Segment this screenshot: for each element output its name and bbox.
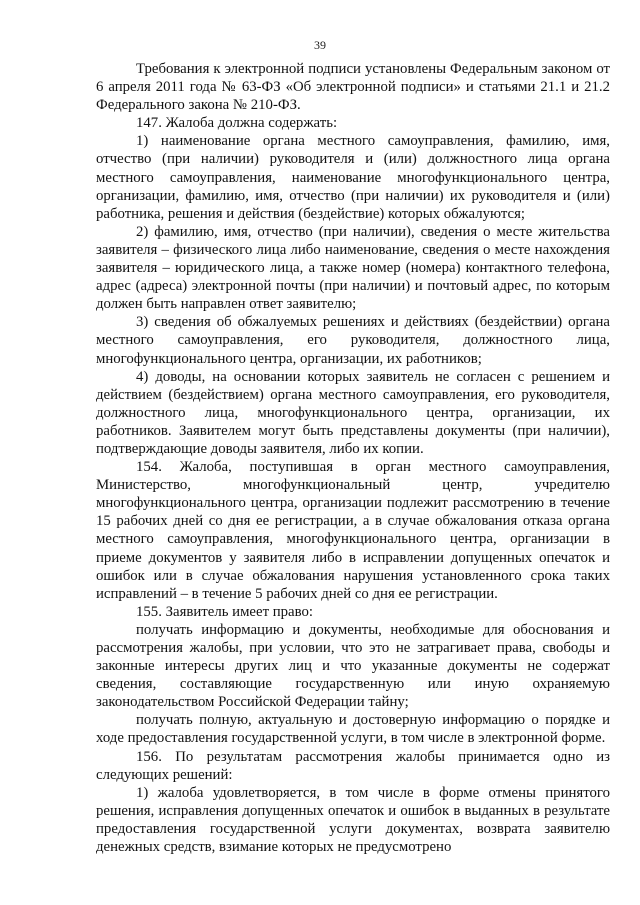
paragraph-147-item-4: 4) доводы, на основании которых заявитель не согласен с решением и действием (бездействием) органа местного самоуправления, его руководителя, должностного лица, многофункционального центра, организации, их работников. Заявителем могут быть представлены документы (при наличии), подтверждающие доводы заявителя, либо их копии. xyxy=(96,368,610,457)
paragraph-155-right-1: получать информацию и документы, необходимые для обоснования и рассмотрения жалобы, при условии, что это не затрагивает права, свободы и законные интересы других лиц и что указанные документы не содержат сведения, составляющие государственную или иную охраняемую законодательством Российской Федерации тайну; xyxy=(96,621,610,711)
page-number: 39 xyxy=(314,38,326,52)
paragraph-156-heading: 156. По результатам рассмотрения жалобы принимается одно из следующих решений: xyxy=(96,748,610,783)
paragraph-147-item-2: 2) фамилию, имя, отчество (при наличии), сведения о месте жительства заявителя – физического лица либо наименование, сведения о месте нахождения заявителя – юридического лица, а также номер (номера) контактного телефона, адрес (адреса) электронной почты (при наличии) и почтовый адрес, по которым должен быть направлен ответ заявителю; xyxy=(96,223,610,313)
paragraph-147-item-1: 1) наименование органа местного самоуправления, фамилию, имя, отчество (при наличии) руководителя и (или) должностного лица органа местного самоуправления, наименование многофункционального центра, организации, фамилию, имя, отчество (при наличии) их руководителя и (или) работника, решения и действия (бездействие) которых обжалуются; xyxy=(96,133,610,222)
paragraph-156-item-1: 1) жалоба удовлетворяется, в том числе в форме отмены принятого решения, исправления допущенных опечаток и ошибок в выданных в результате предоставления государственной услуги документах, возврата заявителю денежных средств, взимание которых не предусмотрено xyxy=(96,784,610,856)
paragraph-147-item-3: 3) сведения об обжалуемых решениях и действиях (бездействии) органа местного самоуправления, его руководителя, должностного лица, многофункционального центра, организации, их работников; xyxy=(96,314,610,367)
paragraph-signature-requirements: Требования к электронной подписи установлены Федеральным законом от 6 апреля 2011 года № 63-ФЗ «Об электронной подписи» и статьями 21.1 и 21.2 Федерального закона № 210-ФЗ. xyxy=(96,61,610,114)
paragraph-155-right-2: получать полную, актуальную и достоверную информацию о порядке и ходе предоставления государственной услуги, в том числе в электронной форме. xyxy=(96,712,610,747)
paragraph-154: 154. Жалоба, поступившая в орган местного самоуправления, Министерство, многофункциональный центр, учредителю многофункционального центра, организации подлежит рассмотрению в течение 15 рабочих дней со дня ее регистрации, а в случае обжалования отказа органа местного самоуправления, многофункционального центра, организации в приеме документов у заявителя либо в исправлении допущенных опечаток и ошибок или в случае обжалования нарушения установленного срока таких исправлений – в течение 5 рабочих дней со дня ее регистрации. xyxy=(96,459,610,602)
paragraph-147-heading: 147. Жалоба должна содержать: xyxy=(136,115,338,132)
document-body xyxy=(96,60,610,856)
paragraph-155-heading: 155. Заявитель имеет право: xyxy=(136,603,314,620)
